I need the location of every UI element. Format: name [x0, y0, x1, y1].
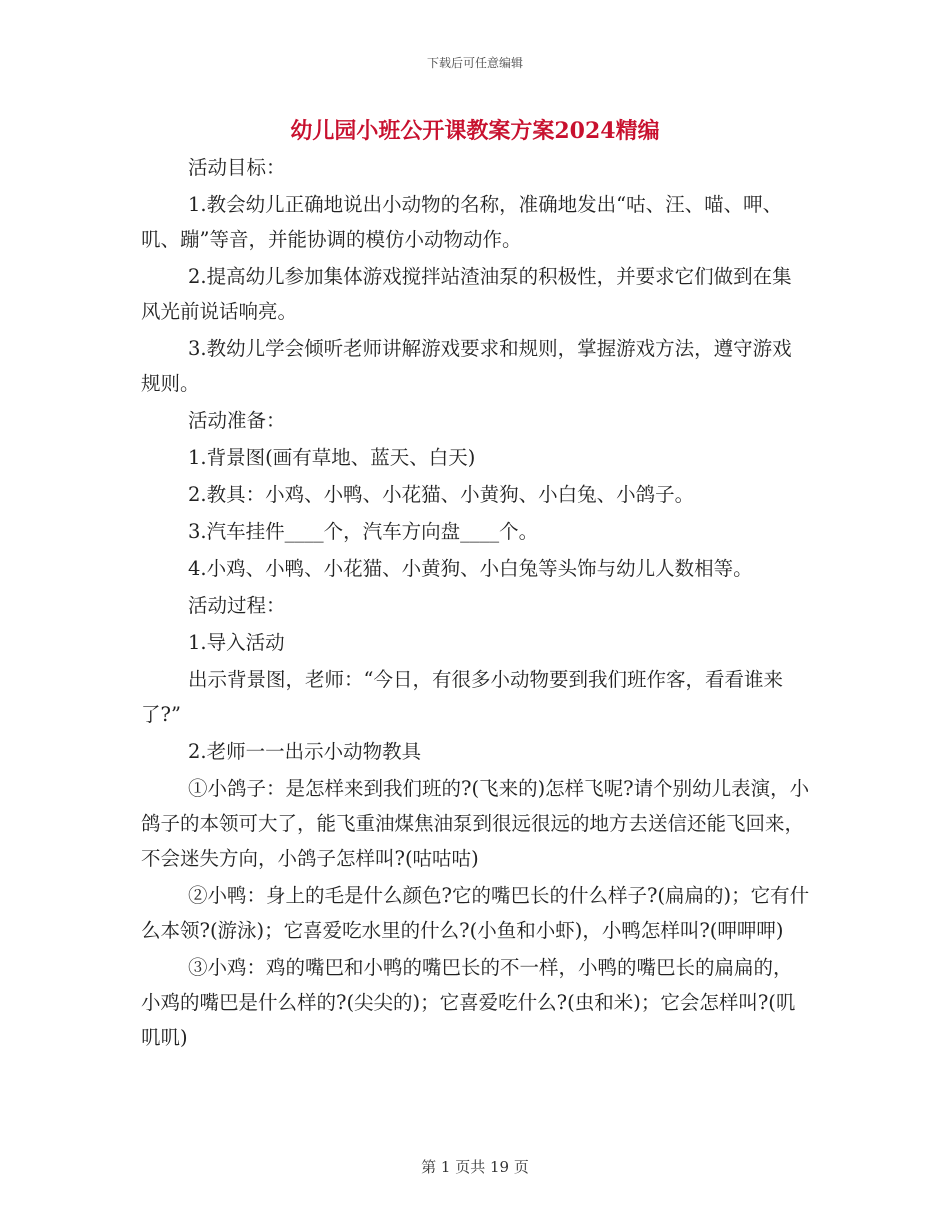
document-title: 幼儿园小班公开课教案方案2024精编: [290, 118, 660, 144]
header-note: 下载后可任意编辑: [426, 56, 523, 70]
section-heading-goals: 活动目标：: [188, 156, 286, 179]
preparation-item-1: 1.背景图(画有草地、蓝天、白天): [188, 446, 476, 469]
section-heading-preparation: 活动准备：: [188, 409, 286, 432]
preparation-item-4: 4.小鸡、小鸭、小花猫、小黄狗、小白兔等头饰与幼儿人数相等。: [188, 557, 753, 580]
preparation-item-3: 3.汽车挂件____个，汽车方向盘____个。: [188, 520, 539, 543]
goal-item-3: 3.教幼儿学会倾听老师讲解游戏要求和规则，掌握游戏方法，遵守游戏规则。: [141, 337, 792, 395]
document-body: [141, 150, 811, 1057]
process-paragraph-intro: 出示背景图，老师：“今日，有很多小动物要到我们班作客，看看谁来了?”: [141, 668, 783, 726]
process-paragraph-duck: ②小鸭：身上的毛是什么颜色?它的嘴巴长的什么样子?(扁扁的)；它有什么本领?(游泳)；它喜爱吃水里的什么?(小鱼和小虾)，小鸭怎样叫?(呷呷呷): [141, 884, 810, 942]
process-paragraph-chick: ③小鸡：鸡的嘴巴和小鸭的嘴巴长的不一样，小鸭的嘴巴长的扁扁的，小鸡的嘴巴是什么样的?(尖尖的)；它喜爱吃什么?(虫和米)；它会怎样叫?(叽叽叽): [141, 956, 796, 1049]
process-paragraph-pigeon: ①小鸽子：是怎样来到我们班的?(飞来的)怎样飞呢?请个别幼儿表演，小鸽子的本领可大了，能飞重油煤焦油泵到很远很远的地方去送信还能飞回来，不会迷失方向，小鸽子怎样叫?(咕咕咕): [141, 777, 810, 870]
preparation-item-2: 2.教具：小鸡、小鸭、小花猫、小黄狗、小白兔、小鸽子。: [188, 483, 695, 506]
process-step-2: 2.老师一一出示小动物教具: [188, 740, 422, 763]
goal-item-1: 1.教会幼儿正确地说出小动物的名称，准确地发出“咕、汪、喵、呷、叽、蹦”等音，并能协调的模仿小动物动作。: [141, 193, 783, 251]
page-number-footer: 第 1 页共 19 页: [421, 1158, 529, 1176]
section-heading-process: 活动过程：: [188, 594, 286, 617]
goal-item-2: 2.提高幼儿参加集体游戏搅拌站渣油泵的积极性，并要求它们做到在集风光前说话响亮。: [141, 265, 792, 323]
process-step-1: 1.导入活动: [188, 631, 285, 654]
